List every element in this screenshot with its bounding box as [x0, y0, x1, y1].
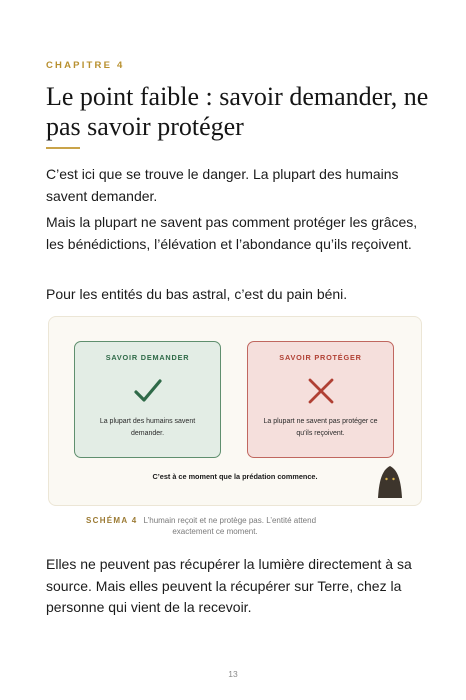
protect-card-text: La plupart ne savent pas protéger ce qu’ils reçoivent. [263, 418, 378, 437]
paragraph: C’est ici que se trouve le danger. La plupart des humains savent demander. [46, 166, 399, 204]
schema-caption [86, 515, 386, 537]
closing-paragraph: Elles ne peuvent pas récupérer la lumière directement à sa source. Mais elles peuvent la récupérer sur Terre, chez la personne qui vient de la recevoir. [46, 556, 412, 615]
ask-card-text: La plupart des humains savent demander. [99, 418, 196, 437]
check-icon [133, 376, 163, 406]
cross-icon [306, 376, 336, 406]
protect-card-title: SAVOIR PROTÉGER [279, 353, 362, 362]
chapter-title: Le point faible : savoir demander, ne pas savoir protéger [46, 82, 429, 141]
chapter-label: CHAPITRE 4 [46, 60, 125, 71]
paragraph: Pour les entités du bas astral, c’est du pain béni. [46, 286, 348, 302]
paragraph: Mais la plupart ne savent pas comment protéger les grâces, les bénédictions, l’élévation et l’abondance qu’ils reçoivent. [46, 214, 418, 252]
schema-label: SCHÉMA 4 [86, 516, 138, 525]
hooded-entity-icon [377, 465, 403, 499]
schema-text: L’humain reçoit et ne protège pas. L’entité attend [143, 516, 317, 525]
schema-text-continued: exactement ce moment. [172, 527, 258, 536]
figure-caption: C’est à ce moment que la prédation commence. [152, 472, 318, 481]
protect-card [247, 341, 394, 458]
schema-figure [48, 316, 422, 506]
page-number: 13 [228, 669, 238, 679]
ask-card-title: SAVOIR DEMANDER [105, 353, 190, 362]
title-underline [46, 147, 80, 149]
ask-card [74, 341, 221, 458]
